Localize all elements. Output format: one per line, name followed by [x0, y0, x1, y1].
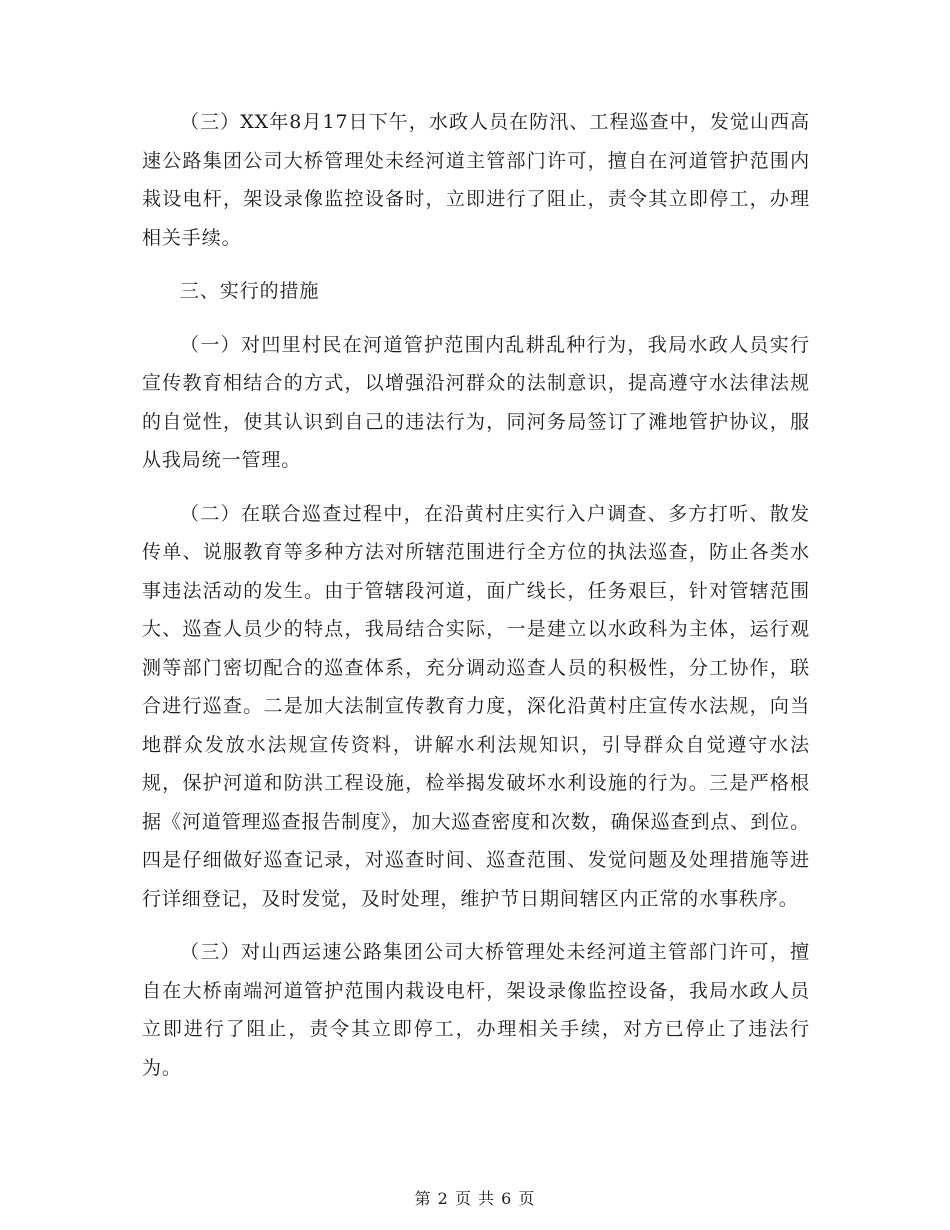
section-heading-measures: 三、实行的措施: [180, 280, 320, 302]
paragraph-measure-3: （三）对山西运速公路集团公司大桥管理处未经河道主管部门许可，擅自在大桥南端河道管护范围内栽设电杆，架设录像监控设备，我局水政人员立即进行了阻止，责令其立即停工，办理相关手续，对方已停止了违法行为。: [142, 941, 810, 1079]
page-footer: [0, 1186, 950, 1209]
page-number-label: 第 2 页 共 6 页: [414, 1189, 536, 1208]
paragraph-measure-1: （一）对凹里村民在河道管护范围内乱耕乱种行为，我局水政人员实行宣传教育相结合的方式，以增强沿河群众的法制意识，提高遵守水法律法规的自觉性，使其认识到自己的违法行为，同河务局签订了滩地管护协议，服从我局统一管理。: [142, 333, 810, 471]
paragraph-event-3: （三）XX年8月17日下午，水政人员在防汛、工程巡查中，发觉山西高速公路集团公司大桥管理处未经河道主管部门许可，擅自在河道管护范围内栽设电杆，架设录像监控设备时，立即进行了阻止，责令其立即停工，办理相关手续。: [142, 111, 810, 249]
paragraph-measure-2: （二）在联合巡查过程中，在沿黄村庄实行入户调查、多方打听、散发传单、说服教育等多种方法对所辖范围进行全方位的执法巡查，防止各类水事违法活动的发生。由于管辖段河道，面广线长，任务艰巨，针对管辖范围大、巡查人员少的特点，我局结合实际，一是建立以水政科为主体，运行观测等部门密切配合的巡查体系，充分调动巡查人员的积极性，分工协作，联合进行巡查。二是加大法制宣传教育力度，深化沿黄村庄宣传水法规，向当地群众发放水法规宣传资料，讲解水利法规知识，引导群众自觉遵守水法规，保护河道和防洪工程设施，检举揭发破坏水利设施的行为。三是严格根据《河道管理巡查报告制度》，加大巡查密度和次数，确保巡查到点、到位。四是仔细做好巡查记录，对巡查时间、巡查范围、发觉问题及处理措施等进行详细登记，及时发觉，及时处理，维护节日期间辖区内正常的水事秩序。: [142, 502, 810, 910]
document-body: [142, 103, 810, 1102]
